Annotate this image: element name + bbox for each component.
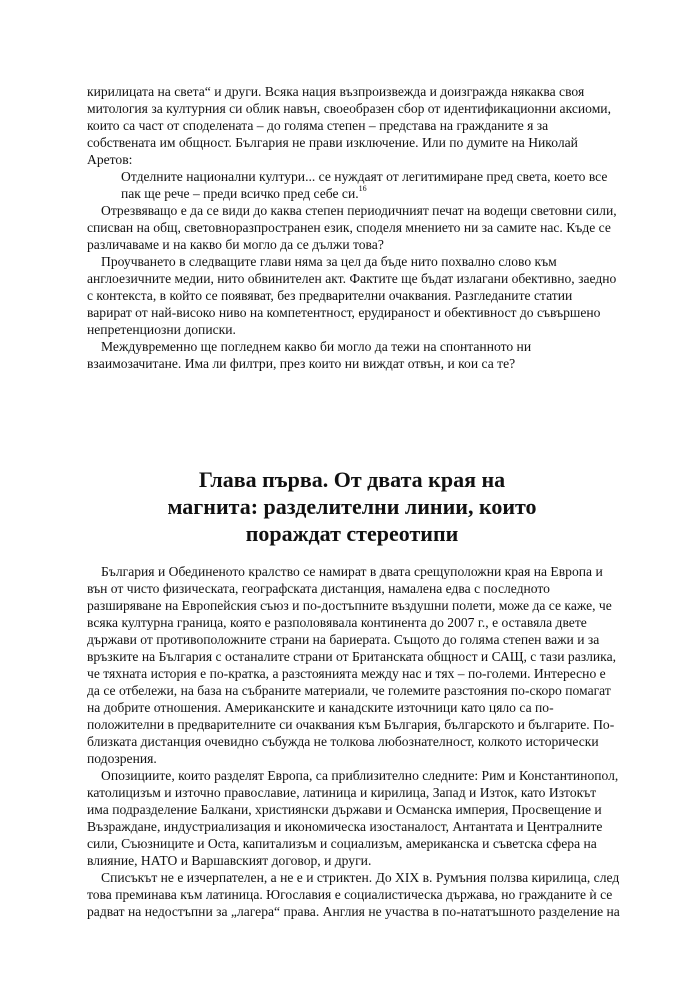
text-line: връзките на България с останалите страни от Британската общност и САЩ, с тази разлика, xyxy=(87,649,617,664)
text-line: подозрения. xyxy=(87,751,157,766)
chapter-title xyxy=(87,466,617,547)
text-line: Възраждане, индустриализация и икономическа изостаналост, Антантата и Централните xyxy=(87,819,603,834)
text-line: Опозициите, които разделят Европа, са приблизително следните: Рим и Константинопол, xyxy=(101,768,619,783)
text-line: Отрезвяващо е да се види до каква степен периодичният печат на водещи световни сили, xyxy=(101,203,617,218)
text-line: Списъкът не е изчерпателен, а не е и стриктен. До XIX в. Румъния ползва кирилица, след xyxy=(101,870,620,885)
text-line: митология за културния си облик навън, своеобразен сбор от идентификационни аксиоми, xyxy=(87,101,611,116)
text-line: че тяхната история е по-кратка, а разстоянията между нас и тях – по-големи. Интересно е xyxy=(87,666,606,681)
text-line: вън от чисто физическата, географската дистанция, намалена едва с последното xyxy=(87,581,550,596)
text-line: има подразделение Балкани, християнски държави и Османска империя, Просвещение и xyxy=(87,802,602,817)
text-line: сили, Съюзниците и Оста, капитализъм и социализъм, американска и съветска сфера на xyxy=(87,836,597,851)
text-line: кирилицата на света“ и други. Всяка нация възпроизвежда и доизгражда някаква своя xyxy=(87,84,585,99)
text-line: с контекста, в който се появяват, без предварителни очаквания. Разгледаните статии xyxy=(87,288,573,303)
text-line: България и Обединеното кралство се намират в двата срещуположни края на Европа и xyxy=(101,564,603,579)
chapter-title-line: магнита: разделителни линии, които xyxy=(167,494,537,519)
text-line: радват на недостъпни за „лагера“ права. Англия не участва в по-нататъшното разделение на xyxy=(87,904,620,919)
quote-line: Отделните национални култури... се нуждаят от легитимиране пред света, което все xyxy=(121,169,608,184)
text-line: на добрите отношения. Американските и канадските източници като цяло са по- xyxy=(87,700,554,715)
chapter-title-line: Глава първа. От двата края на xyxy=(198,467,506,492)
quote-line-with-footnote xyxy=(87,185,617,202)
text-line: католицизъм и източно православие, латиница и кирилица, Запад и Изток, като Изтокът xyxy=(87,785,597,800)
text-line: които са част от споделената – до голяма степен – представа на гражданите я за xyxy=(87,118,549,133)
text-line: собствената им общност. България не прави изключение. Или по думите на Николай xyxy=(87,135,578,150)
text-line: Междувременно ще погледнем какво би могло да тежи на спонтанното ни xyxy=(101,339,532,354)
text-line: непретенциозни дописки. xyxy=(87,322,236,337)
text-line: взаимозачитане. Има ли филтри, през които ни виждат отвън, и кои са те? xyxy=(87,356,516,371)
text-line: варират от най-високо ниво на компетентност, ерудираност и обективност до съвършено xyxy=(87,305,601,320)
text-line: англоезичните медии, нито обвинителен акт. Фактите ще бъдат излагани обективно, заедно xyxy=(87,271,617,286)
text-line: всяка културна граница, която е разполовявала континента до 2007 г., е оставяла двете xyxy=(87,615,587,630)
text-line: списван на общ, световноразпространен език, споделя мнението ни за самите нас. Къде се xyxy=(87,220,611,235)
text-line: държави от противоположните страни на бариерата. Същото до голяма степен важи и за xyxy=(87,632,600,647)
text-line: това преминава към латиница. Югославия е социалистическа държава, но гражданите ѝ се xyxy=(87,887,613,902)
text-line: близката дистанция очевидно събужда не толкова любознателност, колкото исторически xyxy=(87,734,599,749)
text-line: положителни в предварителните си очаквания към България, българското и българите. По- xyxy=(87,717,615,732)
bottom-text-block xyxy=(87,563,620,920)
text-line: да се отбележи, на база на събраните материали, че големите разстояния по-скоро помагат xyxy=(87,683,611,698)
text-line: Проучването в следващите глави няма за цел да бъде нито похвално слово към xyxy=(101,254,557,269)
text-line: разширяване на Европейския съюз и по-достъпните въздушни полети, може да се каже, че xyxy=(87,598,612,613)
chapter-title-line: пораждат стереотипи xyxy=(245,521,459,546)
text-line: влияние, НАТО и Варшавският договор, и други. xyxy=(87,853,372,868)
quote-text: пак ще рече – преди всичко пред себе си. xyxy=(121,186,359,201)
text-line: различаваме и на какво би могло да се дължи това? xyxy=(87,237,384,252)
top-text-block xyxy=(87,83,617,372)
footnote-reference[interactable]: 16 xyxy=(358,184,367,194)
text-line: Аретов: xyxy=(87,152,133,167)
